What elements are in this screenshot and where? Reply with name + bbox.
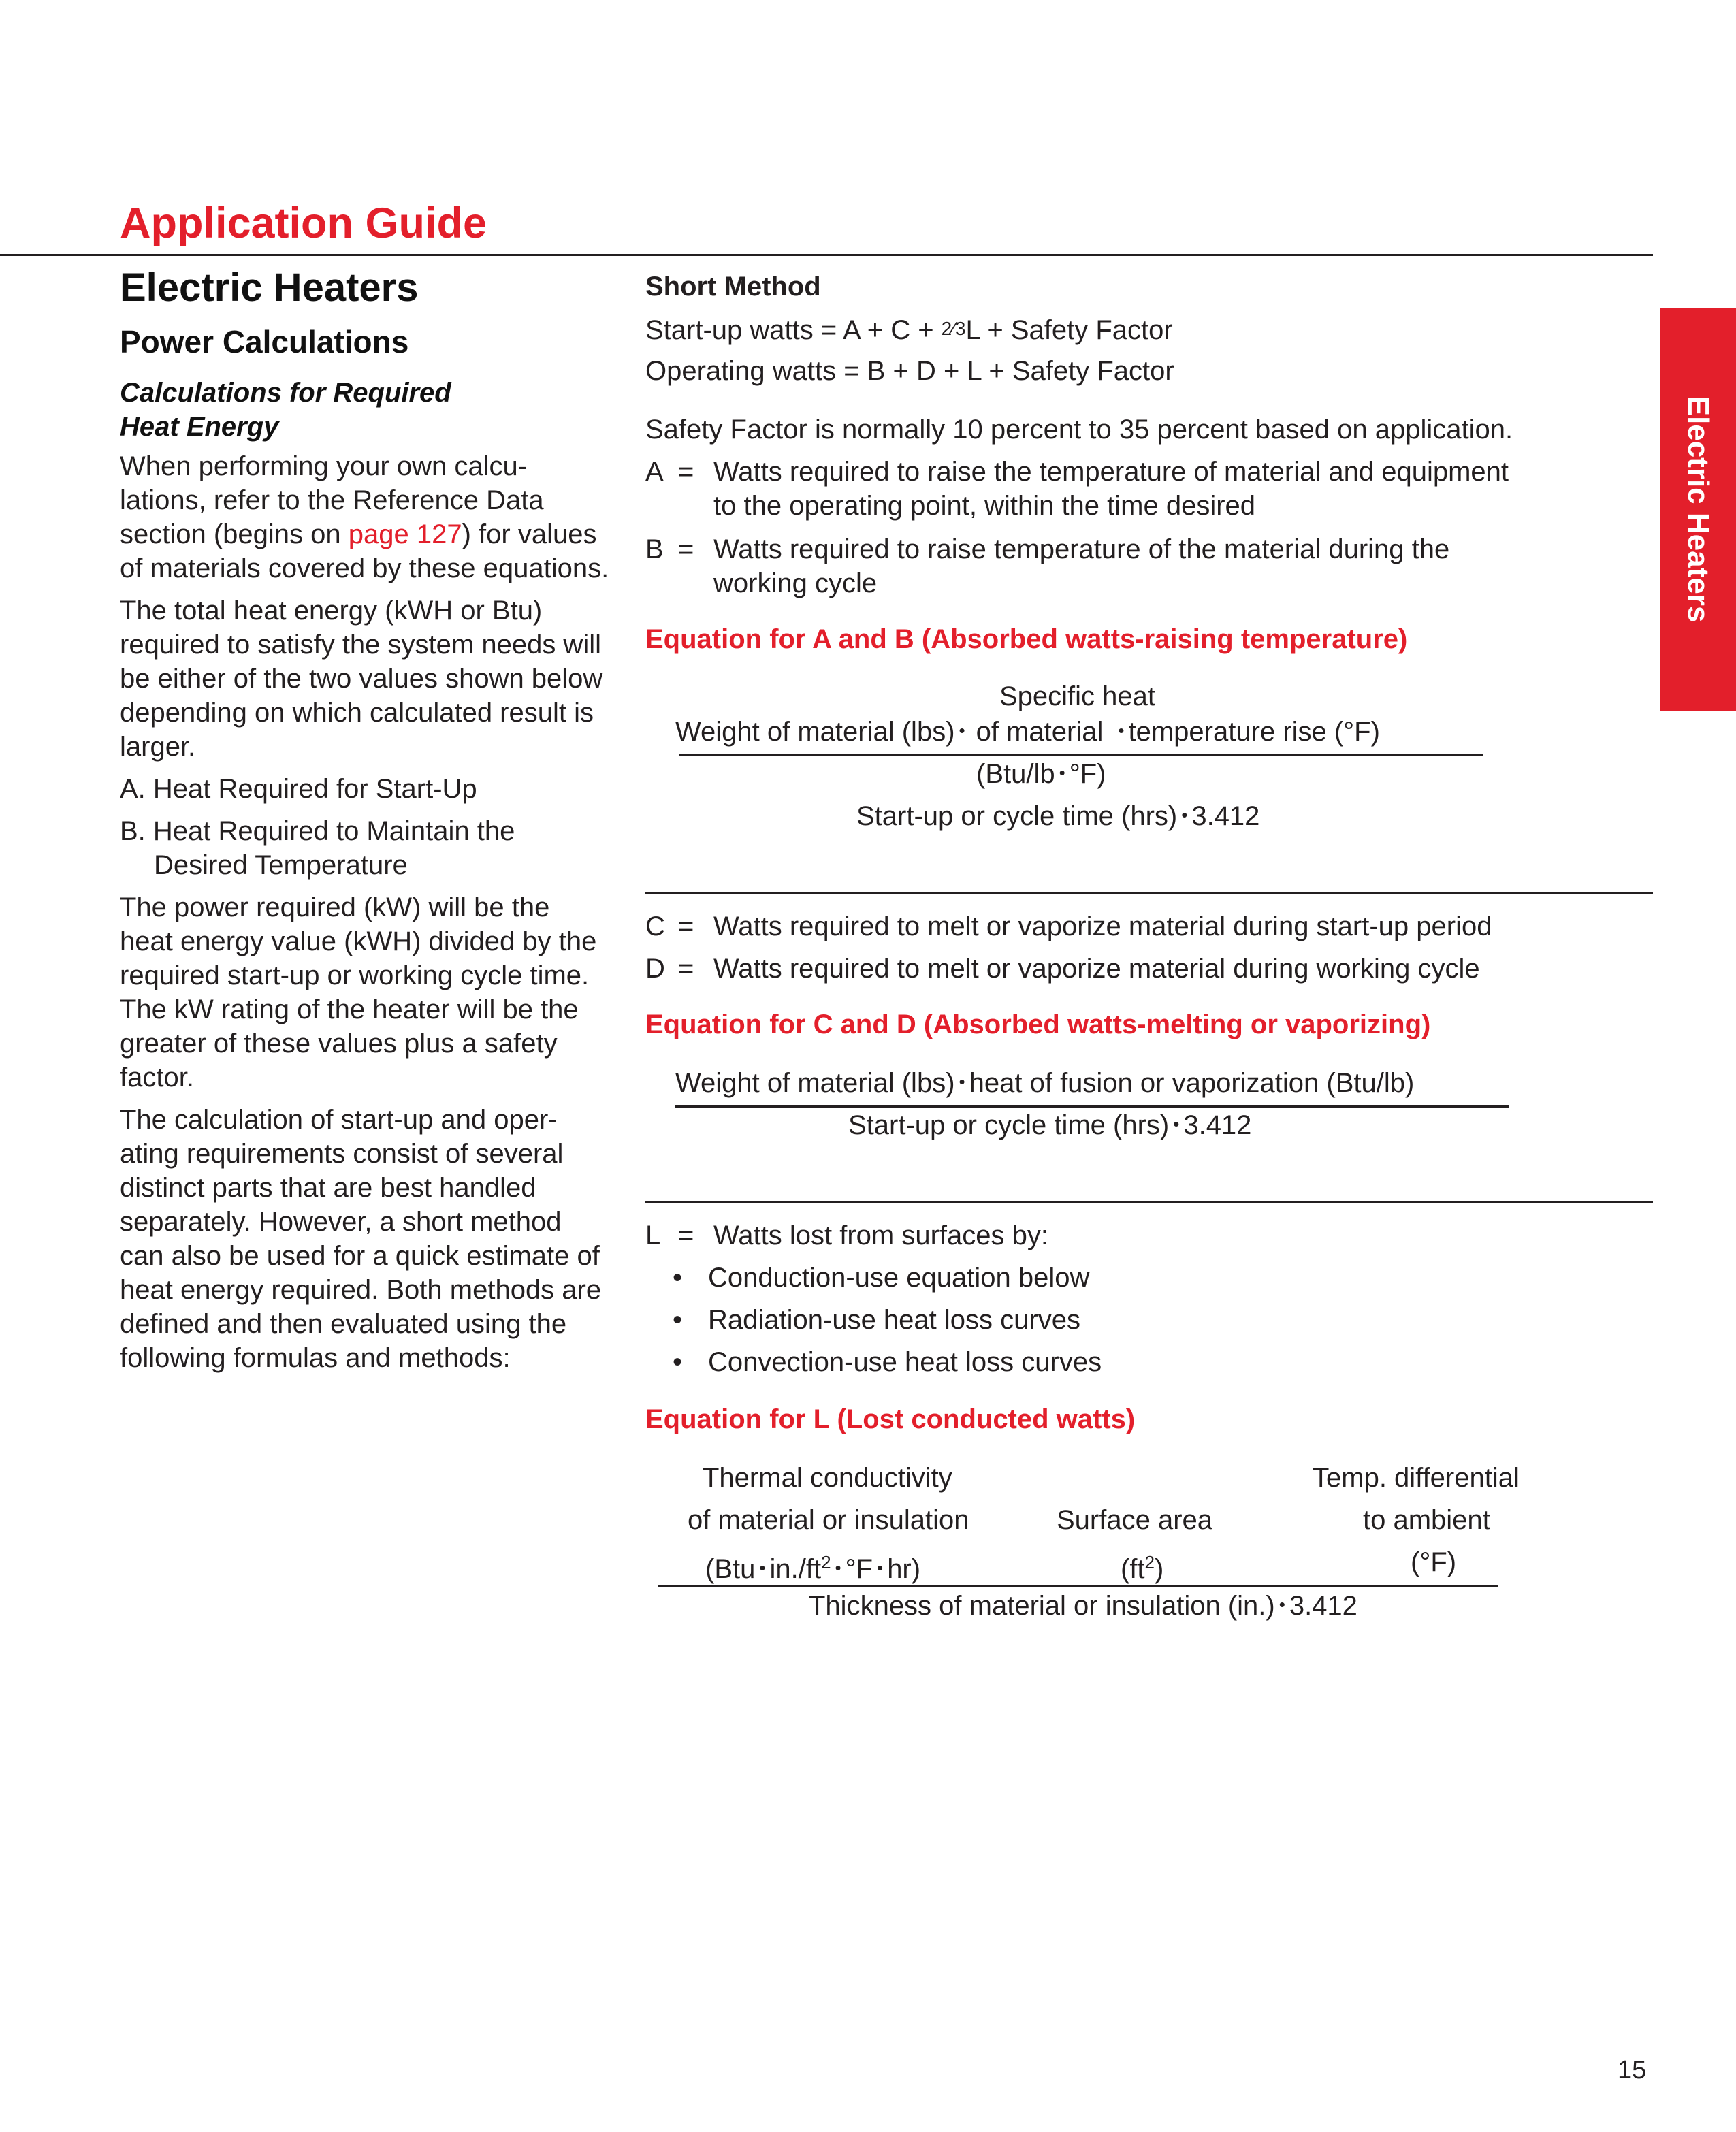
def-c-letter: C	[645, 911, 665, 941]
eq-l-thickness: Thickness of material or insulation (in.)	[809, 1591, 1275, 1621]
def-c-text: Watts required to melt or vaporize material during start-up period	[713, 911, 1492, 941]
eq-cd-heat-fusion: heat of fusion or vaporization (Btu/lb)	[969, 1068, 1415, 1098]
def-l-text: Watts lost from surfaces by:	[713, 1221, 1048, 1250]
eq-l-units-hr: hr)	[887, 1554, 921, 1584]
eq-cd-denominator-dot: •	[1173, 1114, 1180, 1134]
paragraph-power-required: The power required (kW) will be the heat energy value (kWH) divided by the required start-up or working cycle time. The kW rating of the heater will be the greater of these values plus a safety factor.	[120, 892, 597, 1093]
side-tab-label: Electric Heaters	[1682, 395, 1715, 623]
list-item-a: A. Heat Required for Start-Up	[120, 774, 477, 804]
eq-l-temp-line-2: to ambient	[1363, 1505, 1490, 1535]
list-item-b: B. Heat Required to Maintain the Desired Temperature	[120, 816, 515, 880]
section-title: Electric Heaters	[120, 265, 419, 310]
def-b-equals: =	[678, 534, 694, 564]
side-tab	[1660, 308, 1736, 711]
eq-l-surface-ft: (ft	[1121, 1554, 1145, 1584]
equation-ab-title: Equation for A and B (Absorbed watts-raising temperature)	[645, 624, 1408, 654]
eq-ab-numerator	[675, 713, 1380, 749]
eq-cd-constant: 3.412	[1183, 1110, 1252, 1140]
equation-cd-title: Equation for C and D (Absorbed watts-melting or vaporizing)	[645, 1010, 1431, 1039]
eq-ab-units	[976, 756, 1106, 791]
def-a-letter: A	[645, 457, 664, 487]
equation-l-title: Equation for L (Lost conducted watts)	[645, 1404, 1136, 1434]
eq-ab-units-1: (Btu/lb	[976, 759, 1055, 789]
startup-watts-formula	[645, 312, 1173, 347]
eq-ab-dot-1: •	[959, 720, 965, 741]
bullet-icon: •	[673, 1305, 683, 1335]
def-d-letter: D	[645, 954, 665, 984]
divider-2	[645, 1201, 1653, 1203]
paragraph-reference-text-1: When performing your own calcu-lations, refer to the Reference Data section (begins on	[120, 451, 544, 549]
paragraph-calculation: The calculation of start-up and oper-ating requirements consist of several distinct parts that are best handled separately. However, a short method can also be used for a quick estimate of heat energy required. Both methods are defined and then evaluated using the following formulas and methods:	[120, 1105, 602, 1373]
eq-l-units-f: °F	[845, 1554, 873, 1584]
eq-cd-numerator	[675, 1065, 1414, 1100]
eq-ab-weight: Weight of material (lbs)	[675, 717, 955, 747]
eq-l-fraction-bar	[658, 1585, 1498, 1587]
eq-l-constant: 3.412	[1289, 1591, 1357, 1621]
eq-cd-denominator	[848, 1107, 1251, 1142]
eq-l-thermal-line-2: of material or insulation	[688, 1505, 969, 1535]
paragraph-reference-text-2: ) for values of materials covered by these equations.	[120, 519, 609, 583]
eq-l-units-btu: (Btu	[705, 1554, 756, 1584]
eq-ab-units-2: °F)	[1069, 759, 1106, 789]
bullet-convection: Convection-use heat loss curves	[708, 1347, 1102, 1377]
eq-ab-units-dot: •	[1059, 762, 1065, 783]
eq-l-units-in-ft: in./ft	[769, 1554, 822, 1584]
eq-l-units-dot-2: •	[835, 1557, 841, 1578]
eq-l-thermal-units	[705, 1545, 920, 1586]
def-c-equals: =	[678, 911, 694, 941]
eq-cd-time: Start-up or cycle time (hrs)	[848, 1110, 1170, 1140]
eq-cd-weight: Weight of material (lbs)	[675, 1068, 955, 1098]
eq-l-surface-close: )	[1155, 1554, 1164, 1584]
def-b-line-2: working cycle	[713, 568, 878, 598]
def-b-line-1: Watts required to raise temperature of the material during the	[713, 534, 1450, 564]
def-a-line-1: Watts required to raise the temperature of material and equipment	[713, 457, 1509, 487]
section-subtitle: Power Calculations	[120, 324, 409, 359]
eq-cd-dot: •	[959, 1071, 965, 1092]
eq-l-denominator-dot: •	[1279, 1594, 1285, 1615]
def-d-text: Watts required to melt or vaporize material during working cycle	[713, 954, 1480, 984]
bullet-radiation: Radiation-use heat loss curves	[708, 1305, 1080, 1335]
subhead-line-2: Heat Energy	[120, 412, 279, 442]
eq-l-units-dot-1: •	[759, 1557, 766, 1578]
page-link[interactable]: page 127	[348, 519, 462, 549]
eq-ab-of-material: of material	[976, 717, 1104, 747]
eq-l-temp-line-1: Temp. differential	[1313, 1463, 1520, 1493]
eq-l-surface-units	[1121, 1545, 1163, 1586]
def-a-equals: =	[678, 457, 694, 487]
eq-l-thermal-line-1: Thermal conductivity	[703, 1463, 952, 1493]
left-column	[120, 264, 610, 1383]
def-b-letter: B	[645, 534, 664, 564]
bullet-icon: •	[673, 1263, 683, 1293]
paragraph-total-heat: The total heat energy (kWH or Btu) required to satisfy the system needs will be either of the two values shown below depending on which calculated result is larger.	[120, 596, 603, 762]
subhead-line-1: Calculations for Required	[120, 378, 451, 408]
page-number: 15	[1618, 2056, 1647, 2084]
eq-ab-denominator	[856, 798, 1259, 833]
eq-ab-time: Start-up or cycle time (hrs)	[856, 801, 1178, 831]
fraction-two-thirds: 2⁄3	[941, 318, 966, 339]
def-l-equals: =	[678, 1221, 694, 1250]
eq-l-units-sup: 2	[821, 1552, 831, 1572]
short-method-title: Short Method	[645, 272, 821, 302]
eq-ab-denominator-dot: •	[1181, 805, 1188, 825]
eq-ab-specific-heat: Specific heat	[999, 681, 1156, 711]
eq-l-units-dot-3: •	[877, 1557, 884, 1578]
bullet-icon: •	[673, 1347, 683, 1377]
safety-factor-note: Safety Factor is normally 10 percent to 35 percent based on application.	[645, 415, 1513, 445]
eq-ab-dot-2: •	[1118, 720, 1125, 741]
paragraph-reference	[120, 449, 610, 585]
eq-l-surface-sup: 2	[1144, 1552, 1155, 1572]
def-l-letter: L	[645, 1221, 661, 1250]
page-header-title: Application Guide	[120, 199, 487, 247]
def-a-line-2: to the operating point, within the time desired	[713, 491, 1256, 521]
header-rule	[0, 254, 1653, 256]
eq-ab-constant: 3.412	[1191, 801, 1260, 831]
startup-formula-text-2: L + Safety Factor	[965, 315, 1173, 345]
eq-l-temp-line-3: (°F)	[1411, 1547, 1457, 1577]
bullet-conduction: Conduction-use equation below	[708, 1263, 1090, 1293]
eq-ab-temp-rise: temperature rise (°F)	[1128, 717, 1380, 747]
eq-l-denominator	[809, 1587, 1357, 1623]
startup-formula-text-1: Start-up watts = A + C +	[645, 315, 942, 345]
def-d-equals: =	[678, 954, 694, 984]
operating-watts-formula: Operating watts = B + D + L + Safety Factor	[645, 356, 1174, 386]
divider-1	[645, 892, 1653, 894]
eq-l-surface-area: Surface area	[1057, 1505, 1213, 1535]
